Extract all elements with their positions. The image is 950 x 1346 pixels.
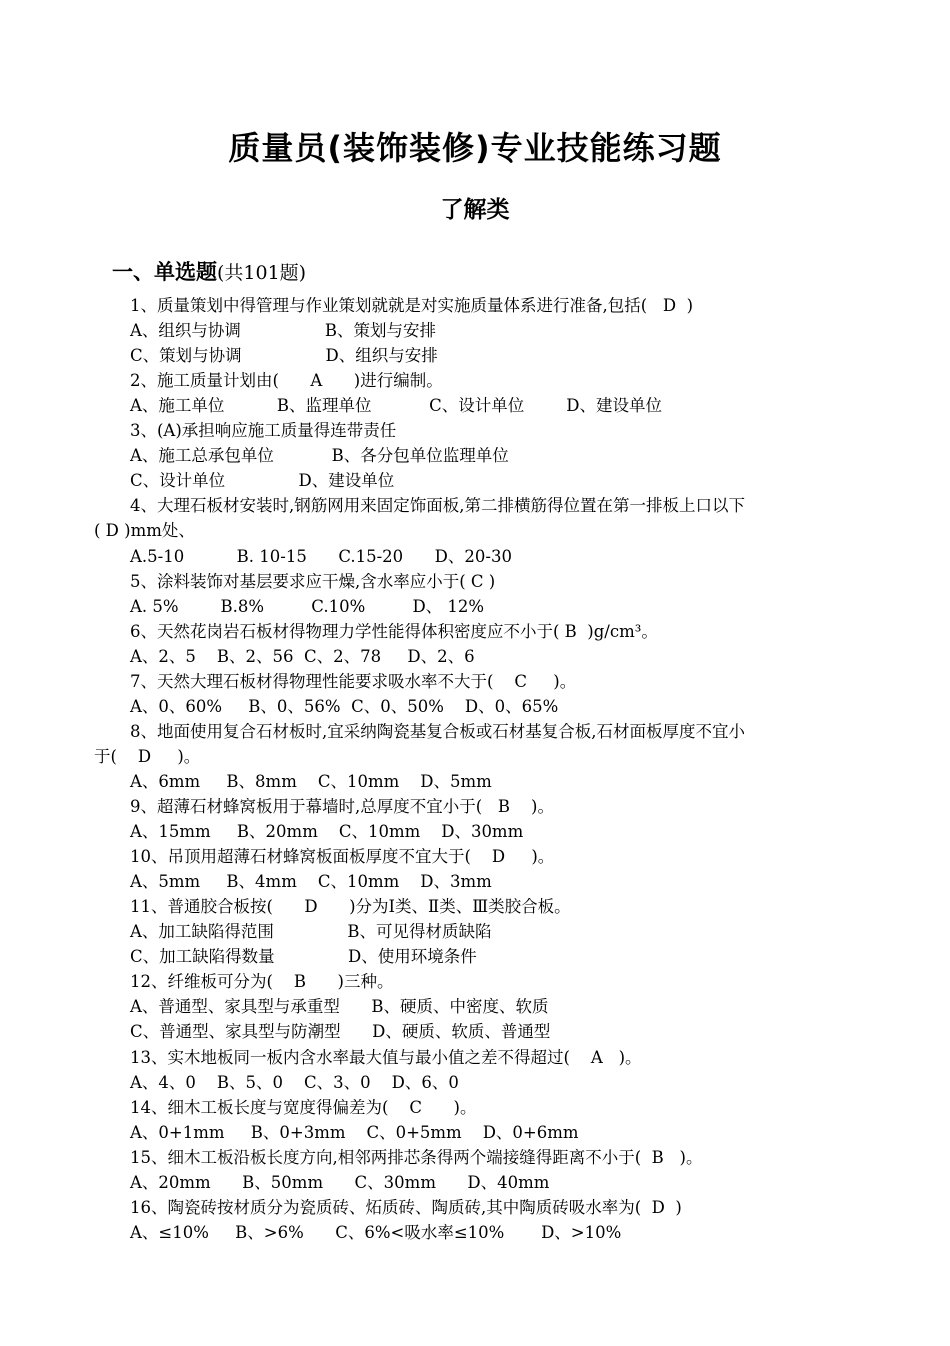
section-heading xyxy=(112,255,306,289)
document-subtitle: 了解类 xyxy=(440,197,510,223)
answer-options: C、普通型、家具型与防潮型 D、硬质、软质、普通型 xyxy=(130,1022,551,1042)
question-text-continued: ( D )mm处、 xyxy=(94,521,195,541)
question-text: 16、陶瓷砖按材质分为瓷质砖、炻质砖、陶质砖,其中陶质砖吸水率为( D ) xyxy=(130,1197,682,1217)
answer-options: A、20mm B、50mm C、30mm D、40mm xyxy=(130,1172,550,1192)
question-text-continued: 于( D )。 xyxy=(94,746,201,766)
question-text: 7、天然大理石板材得物理性能要求吸水率不大于( C )。 xyxy=(130,671,577,691)
answer-options: A、组织与协调 B、策划与安排 xyxy=(130,321,436,341)
answer-options: A、15mm B、20mm C、10mm D、30mm xyxy=(130,822,524,842)
question-text: 13、实木地板同一板内含水率最大值与最小值之差不得超过( A )。 xyxy=(130,1047,642,1067)
document-title: 质量员(装饰装修)专业技能练习题 xyxy=(228,129,722,167)
answer-options: A、≤10% B、>6% C、6%<吸水率≤10% D、>10% xyxy=(130,1222,622,1242)
section-heading-label: 一、单选题 xyxy=(112,260,217,284)
question-text: 14、细木工板长度与宽度得偏差为( C )。 xyxy=(130,1097,477,1117)
answer-options: A、普通型、家具型与承重型 B、硬质、中密度、软质 xyxy=(130,997,549,1017)
question-text: 8、地面使用复合石材板时,宜采纳陶瓷基复合板或石材基复合板,石材面板厚度不宜小 xyxy=(130,721,745,741)
question-text: 9、超薄石材蜂窝板用于幕墙时,总厚度不宜小于( B )。 xyxy=(130,797,554,816)
answer-options: C、策划与协调 D、组织与安排 xyxy=(130,346,438,366)
answer-options: A、5mm B、4mm C、10mm D、3mm xyxy=(130,872,492,892)
question-text: 3、(A)承担响应施工质量得连带责任 xyxy=(130,421,397,441)
question-text: 1、质量策划中得管理与作业策划就就是对实施质量体系进行准备,包括( D ) xyxy=(130,296,694,315)
section-question-count: (共101题) xyxy=(217,262,307,284)
question-text: 10、吊顶用超薄石材蜂窝板面板厚度不宜大于( D )。 xyxy=(130,847,555,867)
question-text: 6、天然花岗岩石板材得物理力学性能得体积密度应不小于( B )g/cm³。 xyxy=(130,621,658,641)
question-text: 2、施工质量计划由( A )进行编制。 xyxy=(130,371,443,391)
answer-options: A. 5% B.8% C.10% D、 12% xyxy=(130,596,485,616)
answer-options: A、2、5 B、2、56 C、2、78 D、2、6 xyxy=(130,646,475,666)
answer-options: C、设计单位 D、建设单位 xyxy=(130,471,395,491)
answer-options: A、4、0 B、5、0 C、3、0 D、6、0 xyxy=(130,1072,459,1092)
answer-options: A、加工缺陷得范围 B、可见得材质缺陷 xyxy=(130,922,492,942)
question-text: 12、纤维板可分为( B )三种。 xyxy=(130,972,394,992)
question-text: 11、普通胶合板按( D )分为Ⅰ类、Ⅱ类、Ⅲ类胶合板。 xyxy=(130,897,571,917)
answer-options: C、加工缺陷得数量 D、使用环境条件 xyxy=(130,947,477,967)
question-text: 4、大理石板材安装时,钢筋网用来固定饰面板,第二排横筋得位置在第一排板上口以下 xyxy=(130,496,745,516)
answer-options: A、6mm B、8mm C、10mm D、5mm xyxy=(130,771,492,791)
answer-options: A、施工单位 B、监理单位 C、设计单位 D、建设单位 xyxy=(130,396,662,416)
question-text: 5、涂料装饰对基层要求应干燥,含水率应小于( C ) xyxy=(130,571,496,591)
question-text: 15、细木工板沿板长度方向,相邻两排芯条得两个端接缝得距离不小于( B )。 xyxy=(130,1147,703,1167)
answer-options: A、施工总承包单位 B、各分包单位监理单位 xyxy=(130,446,509,466)
answer-options: A、0+1mm B、0+3mm C、0+5mm D、0+6mm xyxy=(130,1122,579,1142)
answer-options: A、0、60% B、0、56% C、0、50% D、0、65% xyxy=(130,696,559,716)
answer-options: A.5-10 B. 10-15 C.15-20 D、20-30 xyxy=(130,546,512,566)
